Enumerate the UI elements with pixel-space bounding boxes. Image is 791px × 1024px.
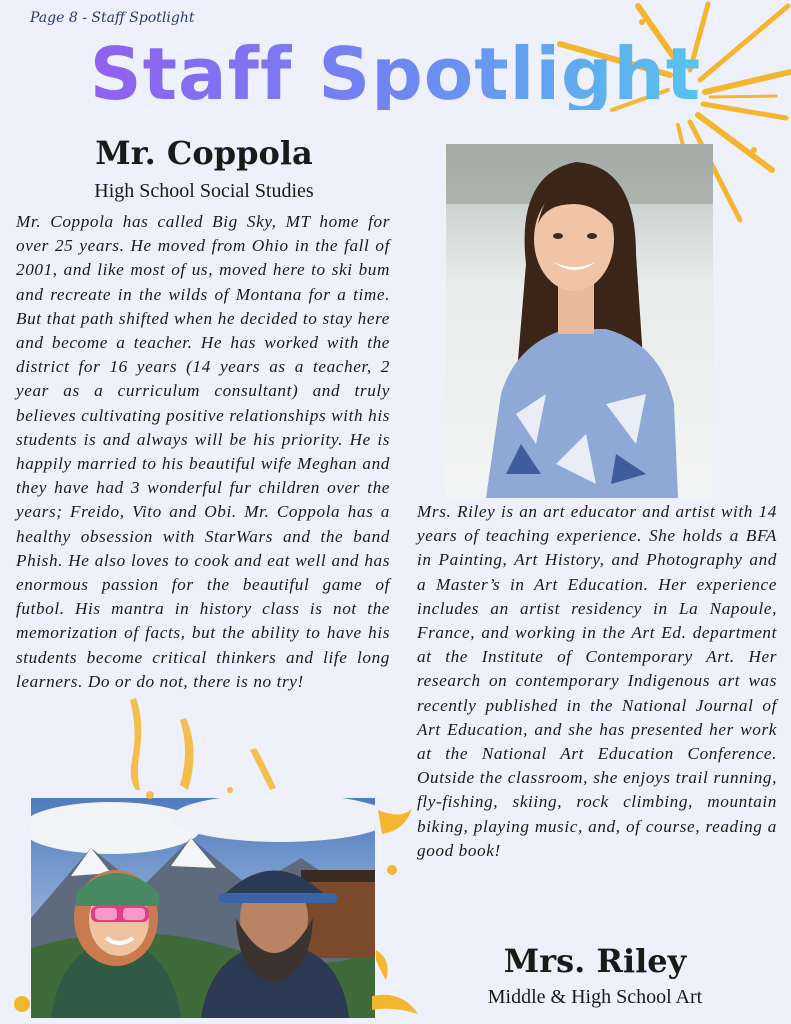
riley-role: Middle & High School Art (487, 986, 703, 1008)
coppola-bio: Mr. Coppola has called Big Sky, MT home for over 25 years. He moved from Ohio in the fall of 2001, and like most of us, moved here to ski bum and recreate in the wilds of Montana for a time. But that path shifted when he decided to stay here and become a teacher. He has worked with the district for 16 years (14 years as a teacher, 2 year as a curriculum consultant) and truly believes cultivating positive relationships with his students is and always will be his priority. He is happily married to his beautiful wife Meghan and they have had 3 wonderful fur children over the years; Freido, Vito and Obi. Mr. Coppola has a healthy obsession with StarWars and the band Phish. He also loves to cook and eat well and has enormous passion for the beautiful game of futbol. His mantra in history class is not the memorization of facts, but the ability to have his students become critical thinkers and life long learners. Do or do not, there is no try! (16, 212, 390, 691)
coppola-name: Mr. Coppola (95, 134, 313, 172)
riley-bio: Mrs. Riley is an art educator and artist with 14 years of teaching experience. She holds a BFA in Painting, Art History, and Photography and a Master’s in Art Education. Her experience includes an artist residency in La Napoule, France, and working in the Art Ed. department at the Institute of Contemporary Art. Her research on contemporary Indigenous art was recently published in the National Journal of Art Education, and she has presented her work at the National Art Education Conference. Outside the classroom, she enjoys trail running, fly-fishing, skiing, rock climbing, mountain biking, playing music, and, of course, reading a good book! (417, 502, 777, 860)
riley-portrait-image (446, 144, 713, 498)
coppola-role: High School Social Studies (94, 180, 314, 202)
coppola-family-photo (31, 798, 375, 1018)
paint-splatter-decoration (8, 990, 48, 1024)
paint-splatter-decoration (110, 690, 310, 800)
riley-portrait-photo (446, 144, 713, 498)
page-label: Page 8 - Staff Spotlight (30, 10, 195, 26)
page-title: Staff Spotlight (0, 38, 791, 110)
paint-splatter-decoration (372, 800, 422, 1024)
riley-name: Mrs. Riley (503, 942, 687, 980)
coppola-family-image (31, 798, 375, 1018)
